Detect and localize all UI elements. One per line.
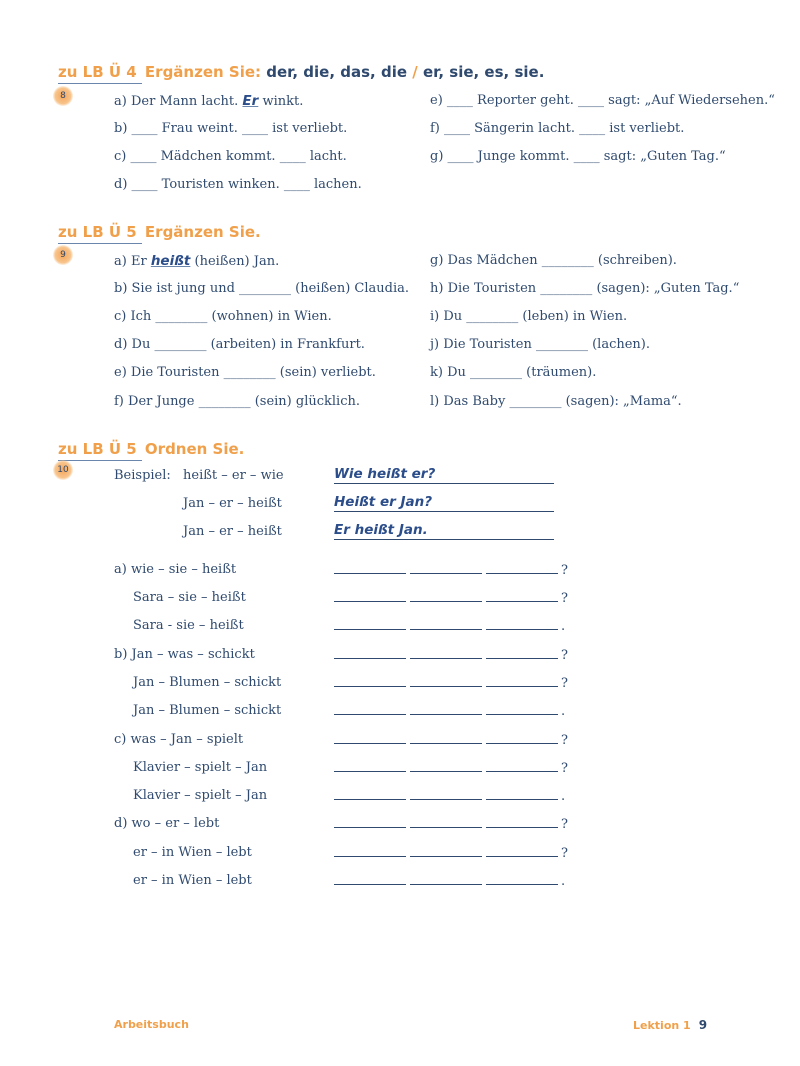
- ordering-item-words: Sara - sie – heißt: [133, 618, 244, 633]
- answer-blanks: ?: [334, 732, 568, 748]
- exercise-8-number-badge: 8: [53, 86, 73, 106]
- answer-blanks: .: [334, 788, 565, 804]
- example-words: Jan – er – heißt: [183, 496, 282, 511]
- footer-lesson-label: Lektion 1: [633, 1019, 691, 1032]
- ordering-item-words: Sara – sie – heißt: [133, 590, 246, 605]
- answer-blanks: ?: [334, 590, 568, 606]
- handwritten-answer: Wie heißt er?: [334, 466, 554, 484]
- ordering-item-words: d) wo – er – lebt: [114, 816, 220, 831]
- example-answer: [334, 494, 554, 512]
- exercise-8-words-articles: der, die, das, die: [266, 63, 408, 81]
- exercise-9-item-a: a) Er heißt (heißen) Jan.: [114, 253, 280, 269]
- ordering-item-words: b) Jan – was – schickt: [114, 647, 255, 662]
- answer-blanks: ?: [334, 647, 568, 663]
- answer-blanks: .: [334, 873, 565, 889]
- page-number: 9: [698, 1018, 708, 1032]
- exercise-9-item-i: i) Du ________ (leben) in Wien.: [430, 309, 628, 324]
- exercise-8-title: Ergänzen Sie:: [144, 63, 262, 81]
- ordering-item-words: a) wie – sie – heißt: [114, 562, 237, 577]
- exercise-9-item-e: e) Die Touristen ________ (sein) verliebt.: [114, 365, 376, 380]
- example-words: heißt – er – wie: [183, 468, 284, 483]
- example-words: Jan – er – heißt: [183, 524, 282, 539]
- ordering-item-words: Klavier – spielt – Jan: [133, 788, 268, 803]
- exercise-9-item-h: h) Die Touristen ________ (sagen): „Guten Tag.“: [430, 281, 740, 296]
- ordering-item-words: Jan – Blumen – schickt: [133, 675, 282, 690]
- exercise-9-item-c: c) Ich ________ (wohnen) in Wien.: [114, 309, 332, 324]
- ordering-item-words: c) was – Jan – spielt: [114, 732, 244, 747]
- exercise-10-title: Ordnen Sie.: [144, 440, 245, 458]
- answer-blanks: ?: [334, 816, 568, 832]
- ordering-item-words: Klavier – spielt – Jan: [133, 760, 268, 775]
- exercise-10-heading: [58, 440, 244, 458]
- exercise-8-item-d: d) ____ Touristen winken. ____ lachen.: [114, 177, 362, 192]
- exercise-9-item-k: k) Du ________ (träumen).: [430, 365, 597, 380]
- exercise-9-title: Ergänzen Sie.: [144, 223, 261, 241]
- exercise-8-reference: zu LB Ü 4: [58, 63, 140, 81]
- ordering-item-words: Jan – Blumen – schickt: [133, 703, 282, 718]
- answer-blanks: ?: [334, 760, 568, 776]
- exercise-8-item-c: c) ____ Mädchen kommt. ____ lacht.: [114, 149, 347, 164]
- answer-blanks: ?: [334, 675, 568, 691]
- exercise-8-item-a: a) Der Mann lacht. Er winkt.: [114, 93, 304, 109]
- exercise-9-heading: [58, 223, 261, 241]
- exercise-8-item-b: b) ____ Frau weint. ____ ist verliebt.: [114, 121, 348, 136]
- exercise-10-number-badge: 10: [53, 460, 73, 480]
- exercise-9-item-j: j) Die Touristen ________ (lachen).: [430, 337, 651, 352]
- ordering-item-words: er – in Wien – lebt: [133, 845, 252, 860]
- answer-blanks: .: [334, 703, 565, 719]
- exercise-9-item-l: l) Das Baby ________ (sagen): „Mama“.: [430, 394, 682, 409]
- handwritten-answer: heißt: [150, 253, 191, 269]
- exercise-9-item-d: d) Du ________ (arbeiten) in Frankfurt.: [114, 337, 365, 352]
- footer-lesson: [633, 1018, 707, 1032]
- exercise-10-reference: zu LB Ü 5: [58, 440, 140, 458]
- example-label: Beispiel:: [114, 468, 171, 483]
- handwritten-answer: Er heißt Jan.: [334, 522, 554, 540]
- exercise-8-heading: [58, 63, 544, 81]
- handwritten-answer: Er: [242, 93, 259, 109]
- exercise-9-number-badge: 9: [53, 245, 73, 265]
- exercise-8-slash: /: [412, 63, 418, 81]
- footer-book-label: Arbeitsbuch: [114, 1018, 189, 1031]
- ordering-item-words: er – in Wien – lebt: [133, 873, 252, 888]
- exercise-8-item-e: e) ____ Reporter geht. ____ sagt: „Auf Wiedersehen.“: [430, 93, 775, 108]
- answer-blanks: ?: [334, 562, 568, 578]
- example-answer: [334, 466, 554, 484]
- exercise-8-item-f: f) ____ Sängerin lacht. ____ ist verliebt.: [430, 121, 685, 136]
- exercise-9-item-f: f) Der Junge ________ (sein) glücklich.: [114, 394, 360, 409]
- example-answer: [334, 522, 554, 540]
- exercise-8-words-pronouns: er, sie, es, sie.: [422, 63, 545, 81]
- exercise-9-item-b: b) Sie ist jung und ________ (heißen) Claudia.: [114, 281, 410, 296]
- answer-blanks: ?: [334, 845, 568, 861]
- exercise-8-item-g: g) ____ Junge kommt. ____ sagt: „Guten Tag.“: [430, 149, 726, 164]
- handwritten-answer: Heißt er Jan?: [334, 494, 554, 512]
- answer-blanks: .: [334, 618, 565, 634]
- exercise-9-item-g: g) Das Mädchen ________ (schreiben).: [430, 253, 677, 268]
- exercise-9-reference: zu LB Ü 5: [58, 223, 140, 241]
